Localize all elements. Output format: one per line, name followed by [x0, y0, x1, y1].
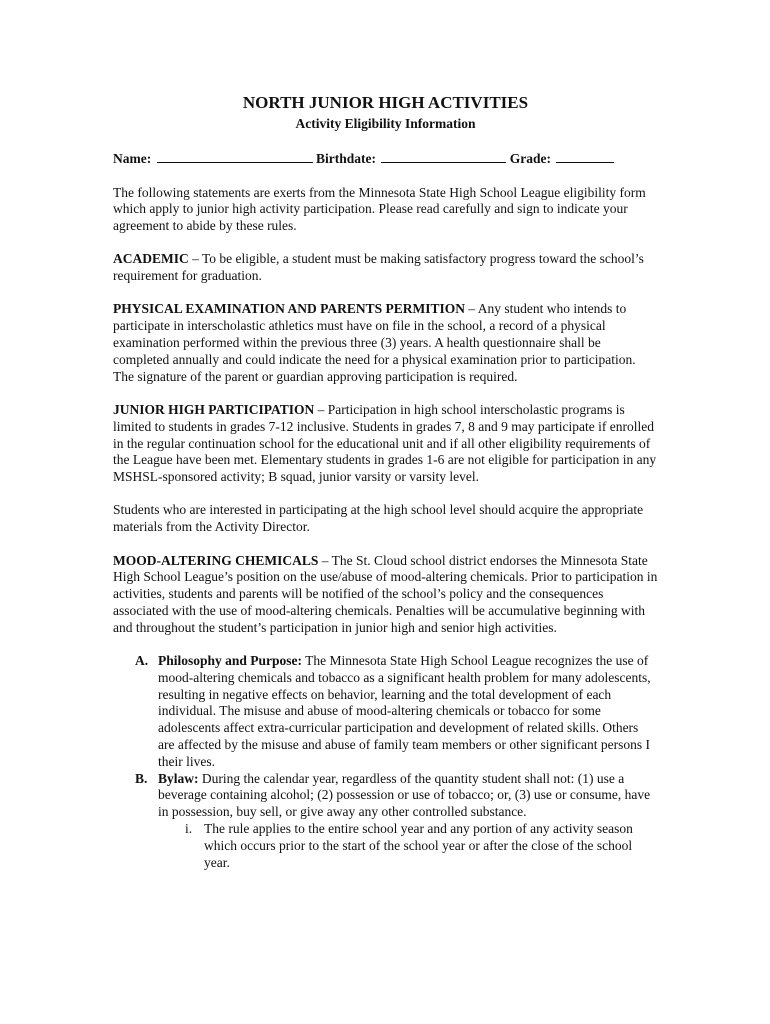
name-label: Name:: [113, 151, 152, 166]
list-item: [113, 653, 658, 771]
junior-high-heading: JUNIOR HIGH PARTICIPATION: [113, 401, 315, 417]
bylaw-heading: Bylaw:: [158, 770, 199, 786]
policy-list: [113, 653, 658, 871]
document-subtitle: Activity Eligibility Information: [295, 116, 476, 131]
birthdate-label: Birthdate:: [315, 151, 376, 166]
academic-paragraph: [113, 251, 658, 285]
document-page: [113, 92, 658, 871]
list-item: [113, 771, 658, 872]
physical-paragraph: [113, 301, 658, 385]
grade-field[interactable]: [556, 150, 614, 163]
bylaw-text: During the calendar year, regardless of the quantity student shall not: (1) use a beverage containing alcohol; (2) possession or use of tobacco; or, (3) use or consume, have in possession, buy sell, or give away any other controlled substance.: [158, 770, 651, 820]
academic-text: – To be eligible, a student must be making satisfactory progress toward the school’s requirement for graduation.: [113, 251, 644, 284]
bylaw-sublist: [158, 821, 658, 871]
document-title: NORTH JUNIOR HIGH ACTIVITIES: [242, 93, 529, 112]
junior-high-paragraph: [113, 402, 658, 486]
list-marker: i.: [185, 821, 193, 836]
chemicals-paragraph: [113, 553, 658, 637]
list-marker: B.: [135, 770, 148, 786]
philosophy-text: The Minnesota State High School League recognizes the use of mood-altering chemicals and tobacco as a significant health problem for many adolescents, resulting in negative effects on behavior, learning and the total development of each individual. The misuse and abuse of mood-altering chemicals or tobacco for some adolescents affect extra-curricular participation and development of related skills. Others are affected by the misuse and abuse of family team members or other significant persons I their lives.: [158, 653, 651, 769]
grade-label: Grade:: [509, 151, 551, 166]
academic-heading: ACADEMIC: [113, 251, 189, 267]
bylaw-rule-text: The rule applies to the entire school year and any portion of any activity season which occurs prior to the start of the school year or after the close of the school year.: [204, 821, 633, 870]
chemicals-heading: MOOD-ALTERING CHEMICALS: [113, 552, 319, 568]
intro-paragraph: The following statements are exerts from the Minnesota State High School League eligibility form which apply to junior high activity participation. Please read carefully and sign to indicate your agreement to abide by these rules.: [113, 184, 646, 234]
junior-high-text: – Participation in high school interscholastic programs is limited to students in grades 7-12 inclusive. Students in grades 7, 8 and 9 may participate if enrolled in the regular continuation school for the educational unit and if all other eligibility requirements of the League have been met. Elementary students in grades 1-6 are not eligible for participation in any MSHSL-sponsored activity; B squad, junior varsity or varsity level.: [113, 401, 657, 485]
list-marker: A.: [135, 653, 149, 669]
philosophy-heading: Philosophy and Purpose:: [158, 653, 303, 669]
physical-text: – Any student who intends to participate in interscholastic athletics must have on file in the school, a record of a physical examination performed within the previous three (3) years. A health questionnaire shall be completed annually and could indicate the need for a physical examination prior to participation. The signature of the parent or guardian approving participation is required.: [113, 301, 636, 384]
chemicals-text: – The St. Cloud school district endorses the Minnesota State High School League’s position on the use/abuse of mood-altering chemicals. Prior to participation in activities, students and parents will be notified of the school’s policy and the consequences associated with the use of mood-altering chemicals. Penalties will be accumulative beginning with and throughout the student’s participation in junior high and senior high activities.: [113, 552, 658, 635]
interest-paragraph: Students who are interested in participating at the high school level should acquire the appropriate materials from the Activity Director.: [113, 502, 644, 535]
list-item: [113, 821, 658, 871]
physical-heading: PHYSICAL EXAMINATION AND PARENTS PERMITION: [113, 301, 466, 317]
name-field[interactable]: [157, 150, 313, 163]
student-info-fields: [113, 150, 658, 168]
birthdate-field[interactable]: [381, 150, 506, 163]
